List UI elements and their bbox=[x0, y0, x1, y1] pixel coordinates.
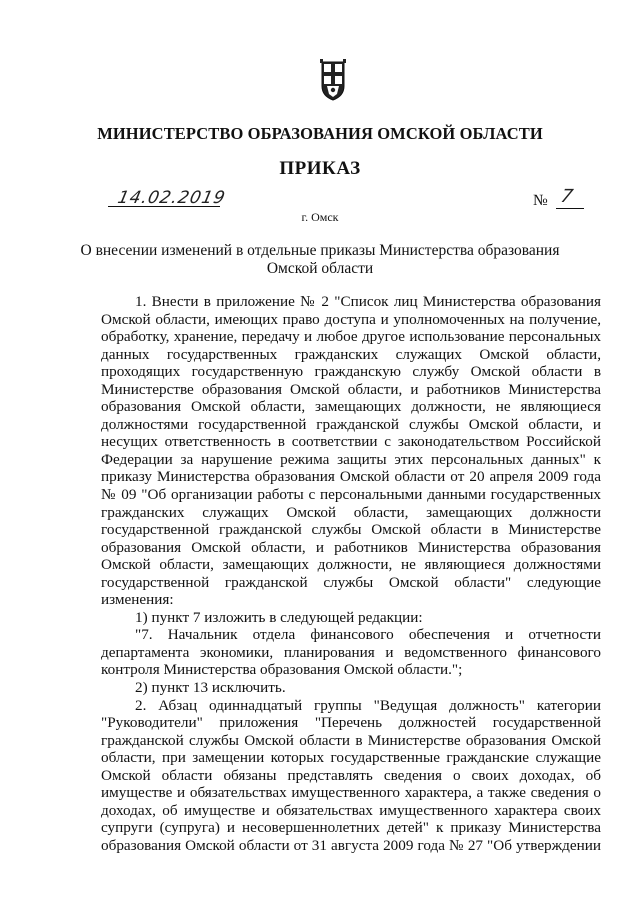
body-line: 1) пункт 7 изложить в следующей редакции: bbox=[135, 608, 423, 626]
body-line: "7. Начальник отдела финансового обеспечения и отчетности bbox=[135, 626, 601, 644]
body-line: изменения: bbox=[101, 591, 174, 609]
body-line: государственной гражданской службы Омской области в Министерстве bbox=[101, 521, 601, 539]
body-line: обработку, хранение, передачу и любое другое использование персональных bbox=[101, 328, 601, 346]
number-underline bbox=[556, 208, 584, 209]
body-line: Министерстве образования Омской области, и работников Министерства bbox=[101, 380, 601, 398]
body-line: несущих ответственность в соответствии с законодательством Российской bbox=[101, 433, 601, 451]
body-line: гражданских служащих Омской области, замещающих должности bbox=[101, 503, 601, 521]
body-line: департамента экономики, планирования и ведомственного финансового bbox=[101, 643, 601, 661]
body-line: 2) пункт 13 исключить. bbox=[135, 679, 286, 697]
subject-line: Омской области bbox=[266, 260, 374, 277]
order-body bbox=[101, 293, 601, 855]
document-type: ПРИКАЗ bbox=[279, 158, 361, 179]
body-line: образования Омской области, и работников Министерства образования bbox=[101, 538, 601, 556]
city: г. Омск bbox=[301, 210, 339, 224]
body-line: гражданской службы Омской области в Министерстве образования Омской bbox=[101, 731, 601, 749]
body-line: данных государственных гражданских служащих Омской области, bbox=[101, 345, 601, 363]
body-line: области, при замещении которых государственные гражданские служащие bbox=[101, 749, 601, 767]
ministry-title: МИНИСТЕРСТВО ОБРАЗОВАНИЯ ОМСКОЙ ОБЛАСТИ bbox=[97, 124, 543, 143]
body-line: № 09 "Об организации работы с персональными данными государственных bbox=[101, 486, 601, 504]
body-line: Омской области, замещающих должности, не являющиеся должностями bbox=[101, 556, 601, 574]
body-line: образования Омской области от 31 августа 2009 года № 27 "Об утверждении bbox=[101, 836, 601, 854]
body-line: проходящих государственную гражданскую службу Омской области в bbox=[101, 363, 601, 381]
body-line: Омской области, имеющих право доступа и уполномоченных на получение, bbox=[101, 310, 601, 328]
body-line: Федерации за нарушение режима защиты этих персональных данных" к bbox=[101, 450, 601, 468]
body-line: "Руководители" приложения "Перечень должностей государственной bbox=[101, 714, 601, 732]
subject-line: О внесении изменений в отдельные приказы Министерства образования bbox=[80, 242, 560, 259]
handwritten-number: 7 bbox=[558, 186, 575, 207]
body-line: имуществе и обязательствах имущественного характера, а также сведения о bbox=[101, 784, 601, 802]
body-line: приказу Министерства образования Омской области от 20 апреля 2009 года bbox=[101, 468, 601, 486]
body-line: супруги (супруга) и несовершеннолетних детей" к приказу Министерства bbox=[101, 819, 601, 837]
body-line: 2. Абзац одиннадцатый группы "Ведущая должность" категории bbox=[135, 696, 601, 714]
handwritten-date: 14.02.2019 bbox=[115, 188, 228, 208]
order-subject bbox=[60, 242, 580, 278]
body-line: доходах, об имуществе и обязательствах имущественного характера своих bbox=[101, 801, 601, 819]
number-label: № bbox=[533, 192, 548, 209]
body-line: контроля Министерства образования Омской области."; bbox=[101, 661, 463, 679]
coat-of-arms-emblem bbox=[318, 58, 348, 102]
body-line: образования Омской области, замещающих должности, не являющиеся bbox=[101, 398, 601, 416]
date-underline bbox=[108, 206, 220, 207]
body-line: должностями государственной гражданской службы Омской области, и bbox=[101, 415, 601, 433]
body-line: Омской области обязаны представлять сведения о своих доходах, об bbox=[101, 766, 601, 784]
body-line: государственной гражданской службы Омской области" следующие bbox=[101, 573, 601, 591]
body-line: 1. Внести в приложение № 2 "Список лиц Министерства образования bbox=[135, 293, 601, 310]
